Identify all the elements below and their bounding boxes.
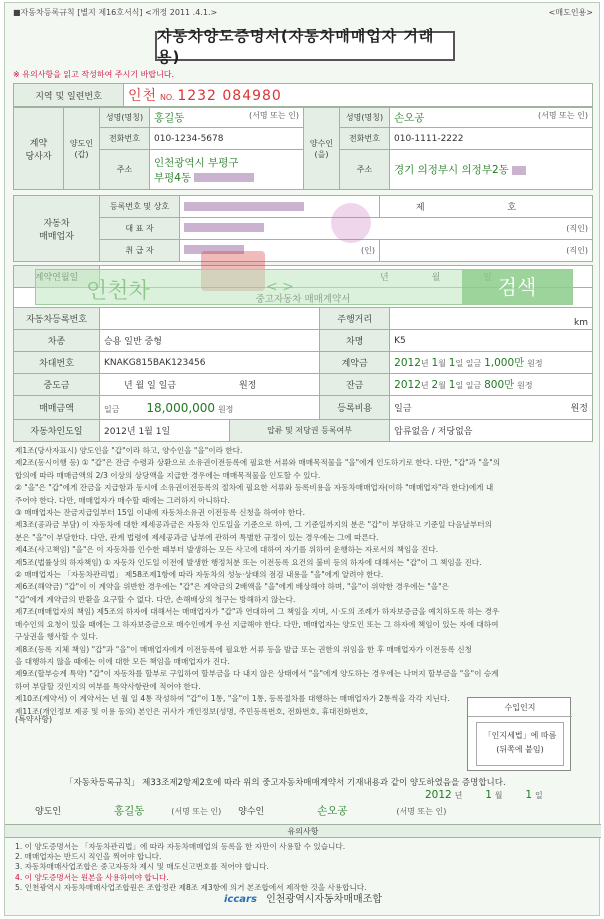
reg-no-value: [100, 308, 320, 330]
search-overlay-bar[interactable]: [35, 269, 573, 305]
note-line: 1. 이 양도증명서는 「자동차관리법」에 따라 자동차매매업의 등록을 한 자만이 사용할 수 있습니다.: [15, 842, 346, 851]
contract-clauses: [15, 445, 591, 718]
sign-transferor-name: 홍길동: [113, 805, 145, 817]
transferor-section: 양도인(갑): [64, 108, 100, 190]
serial-no-prefix: NO.: [159, 93, 175, 102]
clause-line: 구상권을 행사할 수 있다.: [15, 632, 99, 642]
clause-line: 제3조(공과금 부담) 이 자동차에 대한 제세공과금은 자동차 인도일을 기준으로 하여, 그 기준일까지의 분은 "갑"이 부담하고 기준일 다음날부터의: [15, 520, 492, 530]
transferee-addr-cell: [390, 150, 593, 190]
note-line: 5. 인천광역시 자동차매매사업조합원은 조합정관 제8조 제3항에 의거 본조합에서 제작한 것을 사용합니다.: [15, 882, 367, 892]
type-label: 차종: [14, 330, 100, 352]
transferee-phone: 010-1111-2222: [390, 128, 593, 150]
copy-purpose: <매도인용>: [548, 8, 593, 17]
serial-label: 지역 및 일련번호: [14, 84, 124, 107]
iccars-logo: iccars: [223, 894, 257, 905]
mileage-unit: km: [390, 308, 593, 330]
search-nav-arrows[interactable]: < >: [266, 279, 294, 295]
used-value: [100, 374, 320, 396]
serial-value: [124, 84, 593, 107]
car-model: K5: [390, 330, 593, 352]
party-label: 계약 당사자: [14, 108, 64, 190]
deposit-label: 계약금: [320, 352, 390, 374]
transferor-addr-line1: 인천광역시 부평구: [154, 156, 239, 169]
clause-line: 제4조(사고책임) "을"은 이 자동차를 인수한 때부터 발생하는 모든 사고에 대하여 자기를 위하여 운행하는 자로서의 책임을 진다.: [15, 545, 439, 555]
transferee-addr: 경기 의정부시 의정부2동: [394, 164, 509, 176]
certificate-page: [4, 2, 600, 916]
sign-transferee-name: 손오공: [317, 805, 348, 817]
clause-line: 제2조(동시이행 등) ① "갑"은 잔금 수령과 상환으로 소유권이전등록에 필요한 서류와 매매목적물을 "을"에게 인도하기로 한다. 다만, "갑"과 "을"의: [15, 458, 501, 468]
transferee-name-cell: [390, 108, 593, 128]
dealer-rep-value: [180, 218, 593, 240]
reg-fee-text: 일금: [394, 404, 412, 414]
clause-line: "갑"에게 계약금의 반환을 요구할 수 없다. 다만, 손해배상의 청구는 방해하지 않는다.: [15, 594, 296, 604]
handover-label: 자동차인도일: [14, 420, 100, 442]
clause-line: 제8조(등록 지체 책임) "갑"과 "을"이 매매업자에게 이전등록에 필요한 서류 등을 발급 또는 권한의 위임을 한 후 매매업자가 이전등록 신청: [15, 644, 472, 654]
footer-org: 인천광역시자동차매매조합: [266, 894, 383, 905]
note-line: 3. 자동차매매사업조합은 중고자동차 제시 및 매도신고번호를 적어야 합니다.: [15, 862, 269, 872]
transferee-addr-label: 주소: [340, 150, 390, 190]
transferor-sign-hint: (서명 또는 인): [249, 111, 299, 120]
balance-month-label: 월: [438, 381, 446, 390]
dealer-seal3: (인): [361, 246, 375, 255]
clause-line: 제5조(법률상의 하자책임) ① 자동차 인도일 이전에 발생한 행정처분 또는 이전등록 요건의 불비 등의 하자에 대해서는 "갑"이 그 책임을 진다.: [15, 557, 482, 567]
price-suffix: 원정: [217, 404, 234, 414]
dealer-seal2: (직인): [566, 246, 588, 255]
balance-day-label: 일 일금: [455, 381, 482, 390]
transferee-name: 손오공: [394, 112, 425, 124]
deposit-year-label: 년: [420, 359, 429, 368]
revenue-stamp-box: [467, 697, 571, 771]
sign-month: 1: [485, 789, 492, 801]
footer: [5, 890, 601, 905]
clause-line: 을 대행하지 않을 때에는 이에 대한 모든 책임을 매매업자가 진다.: [15, 656, 230, 666]
price-amount: 18,000,000: [146, 400, 216, 415]
used-won: 원정: [238, 381, 257, 391]
balance-amount: 800만: [484, 379, 515, 391]
transferor-addr-line2-wrap: [154, 170, 299, 185]
sign-date: [425, 789, 543, 801]
reg-fee-won: 원정: [570, 404, 588, 414]
transferee-section: 양수인(을): [304, 108, 340, 190]
vin-value: KNAKG815BAK123456: [100, 352, 320, 374]
dealer-rep-label: 대 표 자: [100, 218, 180, 240]
used-label: 중도금: [14, 374, 100, 396]
mileage-label: 주행거리: [320, 308, 390, 330]
clause-line: ③ 매매업자는 잔금지급일부터 15일 이내에 자동차소유권 이전등록 신청을 하여야 한다.: [15, 508, 306, 518]
sign-transferee-sign: (서명 또는 인): [396, 807, 447, 816]
price-prefix: 일금: [104, 404, 120, 414]
clause-line: 제7조(매매업자의 책임) 제5조의 하자에 대해서는 매매업자가 "갑"과 연대하여 그 책임을 지며, 시·도의 조례가 하자보증금을 예치하도록 하는 경우: [15, 607, 500, 617]
transferor-phone: 010-1234-5678: [150, 128, 304, 150]
deposit-won: 원정: [527, 359, 543, 368]
sign-transferor-sign: (서명 또는 인): [171, 807, 222, 816]
transferee-name-label: 성명(명칭): [340, 108, 390, 128]
sign-transferee-label: 양수인: [238, 807, 265, 817]
redacted-block: [184, 223, 264, 232]
clause-line: 제11조(개인정보 제공 및 이용 동의) 본인은 귀사가 개인정보(성명, 주민등록번호, 전화번호, 휴대전화번호,: [15, 706, 369, 716]
reg-fee-value: [390, 396, 593, 420]
handover-date: 2012년 1월 1일: [100, 420, 230, 442]
used-text: 년 월 일 일금: [124, 381, 177, 391]
sign-row: [35, 803, 595, 818]
balance-month: 2: [431, 379, 439, 391]
balance-year-label: 년: [420, 381, 429, 390]
dealer-seal1: (직인): [566, 224, 588, 233]
dealer-seal-stamp: [331, 203, 371, 243]
dealer-reg-label: 등록번호 및 상호: [100, 196, 180, 218]
revenue-stamp-line2: (뒤쪽에 붙임): [496, 745, 544, 754]
deposit-amount: 1,000만: [484, 357, 525, 369]
clause-line: 주어야 한다. 다만, 매매업자가 매수할 때에는 그러하지 아니하다.: [15, 495, 230, 505]
clause-line: 제6조(해약금) "갑"이 이 계약을 위반한 경우에는 "갑"은 계약금의 2배액을 "을"에게 배상해야 하며, "을"이 위약한 경우에는 "을"은: [15, 582, 449, 592]
deposit-month: 1: [431, 357, 439, 369]
search-button[interactable]: 검색: [462, 270, 572, 304]
transferee-sign-hint: (서명 또는 인): [538, 111, 588, 120]
dealer-handler-right: [380, 240, 593, 262]
serial-number: 1232 084980: [177, 88, 282, 104]
balance-year: 2012: [394, 379, 421, 391]
transferor-addr-cell: [150, 150, 304, 190]
clause-line: 하여 부담할 것인지의 여부를 특약사항란에 적어야 한다.: [15, 681, 201, 691]
car-type: 승용 일반 중형: [100, 330, 320, 352]
sign-month-label: 월: [494, 791, 503, 800]
clause-line: 제9조(할부승계 특약) "갑"이 자동차를 할부로 구입하여 할부금을 다 내지 않은 상태에서 "을"에게 양도하는 경우에는 나머지 할부금을 "을"이 승계: [15, 669, 499, 679]
clause-line: 분은 "을"이 부담한다. 다만, 관계 법령에 제세공과금 납부에 관하여 특별한 규정이 있는 경우에는 그에 따른다.: [15, 532, 379, 542]
balance-label: 잔금: [320, 374, 390, 396]
note-line: 2. 매매업자는 반드시 직인을 찍어야 합니다.: [15, 852, 162, 862]
balance-won: 원정: [517, 381, 533, 390]
reg-fee-label: 등록비용: [320, 396, 390, 420]
warning-note: ※ 유의사항을 읽고 작성하여 주시기 바랍니다.: [13, 70, 175, 79]
dealer-section: 자동차 매매업자: [14, 196, 100, 262]
vin-label: 차대번호: [14, 352, 100, 374]
revenue-stamp-body: [476, 722, 564, 766]
sign-day: 1: [525, 789, 533, 801]
clause-line: 합의에 따라 매매금액의 2/3 이상의 상당액을 지급한 경우에는 매매목적물을 인도할 수 있다.: [15, 470, 321, 480]
sign-statement: 「자동차등록규칙」 제33조제2항제2호에 따라 위의 중고자동차매매계약서 기재내용과 같이 양도하였음을 증명합니다.: [65, 778, 506, 788]
search-overlay-text[interactable]: 인천차: [86, 279, 150, 304]
balance-value: [390, 374, 593, 396]
transferor-phone-label: 전화번호: [100, 128, 150, 150]
special-terms-label: (특약사항): [15, 715, 53, 724]
dealer-right-label: 제 호: [380, 196, 593, 218]
deposit-month-label: 월: [438, 359, 446, 368]
dealer-handler-label: 취 급 자: [100, 240, 180, 262]
deposit-year: 2012: [394, 357, 421, 369]
sign-year: 2012: [425, 789, 452, 801]
balance-day: 1: [448, 379, 456, 391]
clause-line: ② "을"은 "갑"에게 잔금을 지급함과 동시에 소유권이전등록의 절차에 필요한 서류와 등록비용을 자동차매매업자(이하 "매매업자"라 한다)에게 내: [15, 483, 494, 493]
rule-reference: ■자동차등록규칙 [별지 제16호서식] <개정 2011 .4.1.>: [13, 8, 218, 17]
redacted-block: [512, 166, 526, 175]
transferor-addr-label: 주소: [100, 150, 150, 190]
deposit-day: 1: [448, 357, 456, 369]
revenue-stamp-title: 수입인지: [468, 702, 572, 717]
note-line: 4. 이 양도증명서는 원본을 사용하여야 합니다.: [15, 872, 169, 882]
reg-no-label: 자동차등록번호: [14, 308, 100, 330]
transferee-phone-label: 전화번호: [340, 128, 390, 150]
revenue-stamp-line1: 「인지세법」에 따름: [483, 731, 557, 740]
redacted-block: [184, 202, 304, 211]
transferor-name-label: 성명(명칭): [100, 108, 150, 128]
clause-line: 제1조(당사자표시) 양도인을 "갑"이라 하고, 양수인을 "을"이라 한다.: [15, 446, 243, 455]
sign-year-label: 년: [454, 791, 463, 800]
clause-line: 제10조(계약서) 이 계약서는 년 월 일 4통 작성하여 "갑"이 1통, "을"이 1통, 등록절차를 대행하는 매매업자가 2통씩을 각각 지닌다.: [15, 694, 450, 704]
notes-list: [15, 842, 591, 893]
parties-table: [13, 107, 593, 190]
deposit-value: [390, 352, 593, 374]
lien-value: 압류없음 / 저당없음: [390, 420, 593, 442]
clause-line: ② 매매업자는 「자동차관리법」 제58조제1항에 따라 자동차의 성능·상태의 점검 내용을 "을"에게 알려야 한다.: [15, 570, 384, 580]
dealer-table: [13, 195, 593, 262]
transferor-name: 홍길동: [154, 112, 185, 124]
transferor-name-cell: [150, 108, 304, 128]
notes-title: 유의사항: [5, 824, 601, 838]
serial-table: [13, 83, 593, 107]
clause-line: 매수인의 요청이 있을 때에는 그 하자보증금으로 매수인에게 우선 지급해야 한다. 다만, 매매업자는 양도인 또는 그 하자에 책임이 있는 자에 대하여: [15, 619, 499, 629]
price-label: 매매금액: [14, 396, 100, 420]
transferor-addr-line2: 부평4동: [154, 171, 192, 184]
deposit-day-label: 일 일금: [455, 359, 482, 368]
sign-transferor-label: 양도인: [35, 807, 62, 817]
serial-region: 인천: [128, 88, 158, 104]
model-label: 차명: [320, 330, 390, 352]
document-title: 자동차양도증명서(자동차매매업자 거래용): [155, 31, 455, 61]
price-value: [100, 396, 320, 420]
redacted-block: [194, 173, 254, 182]
sign-day-label: 일: [534, 791, 543, 800]
lien-label: 압류 및 저당권 등록여부: [230, 420, 390, 442]
